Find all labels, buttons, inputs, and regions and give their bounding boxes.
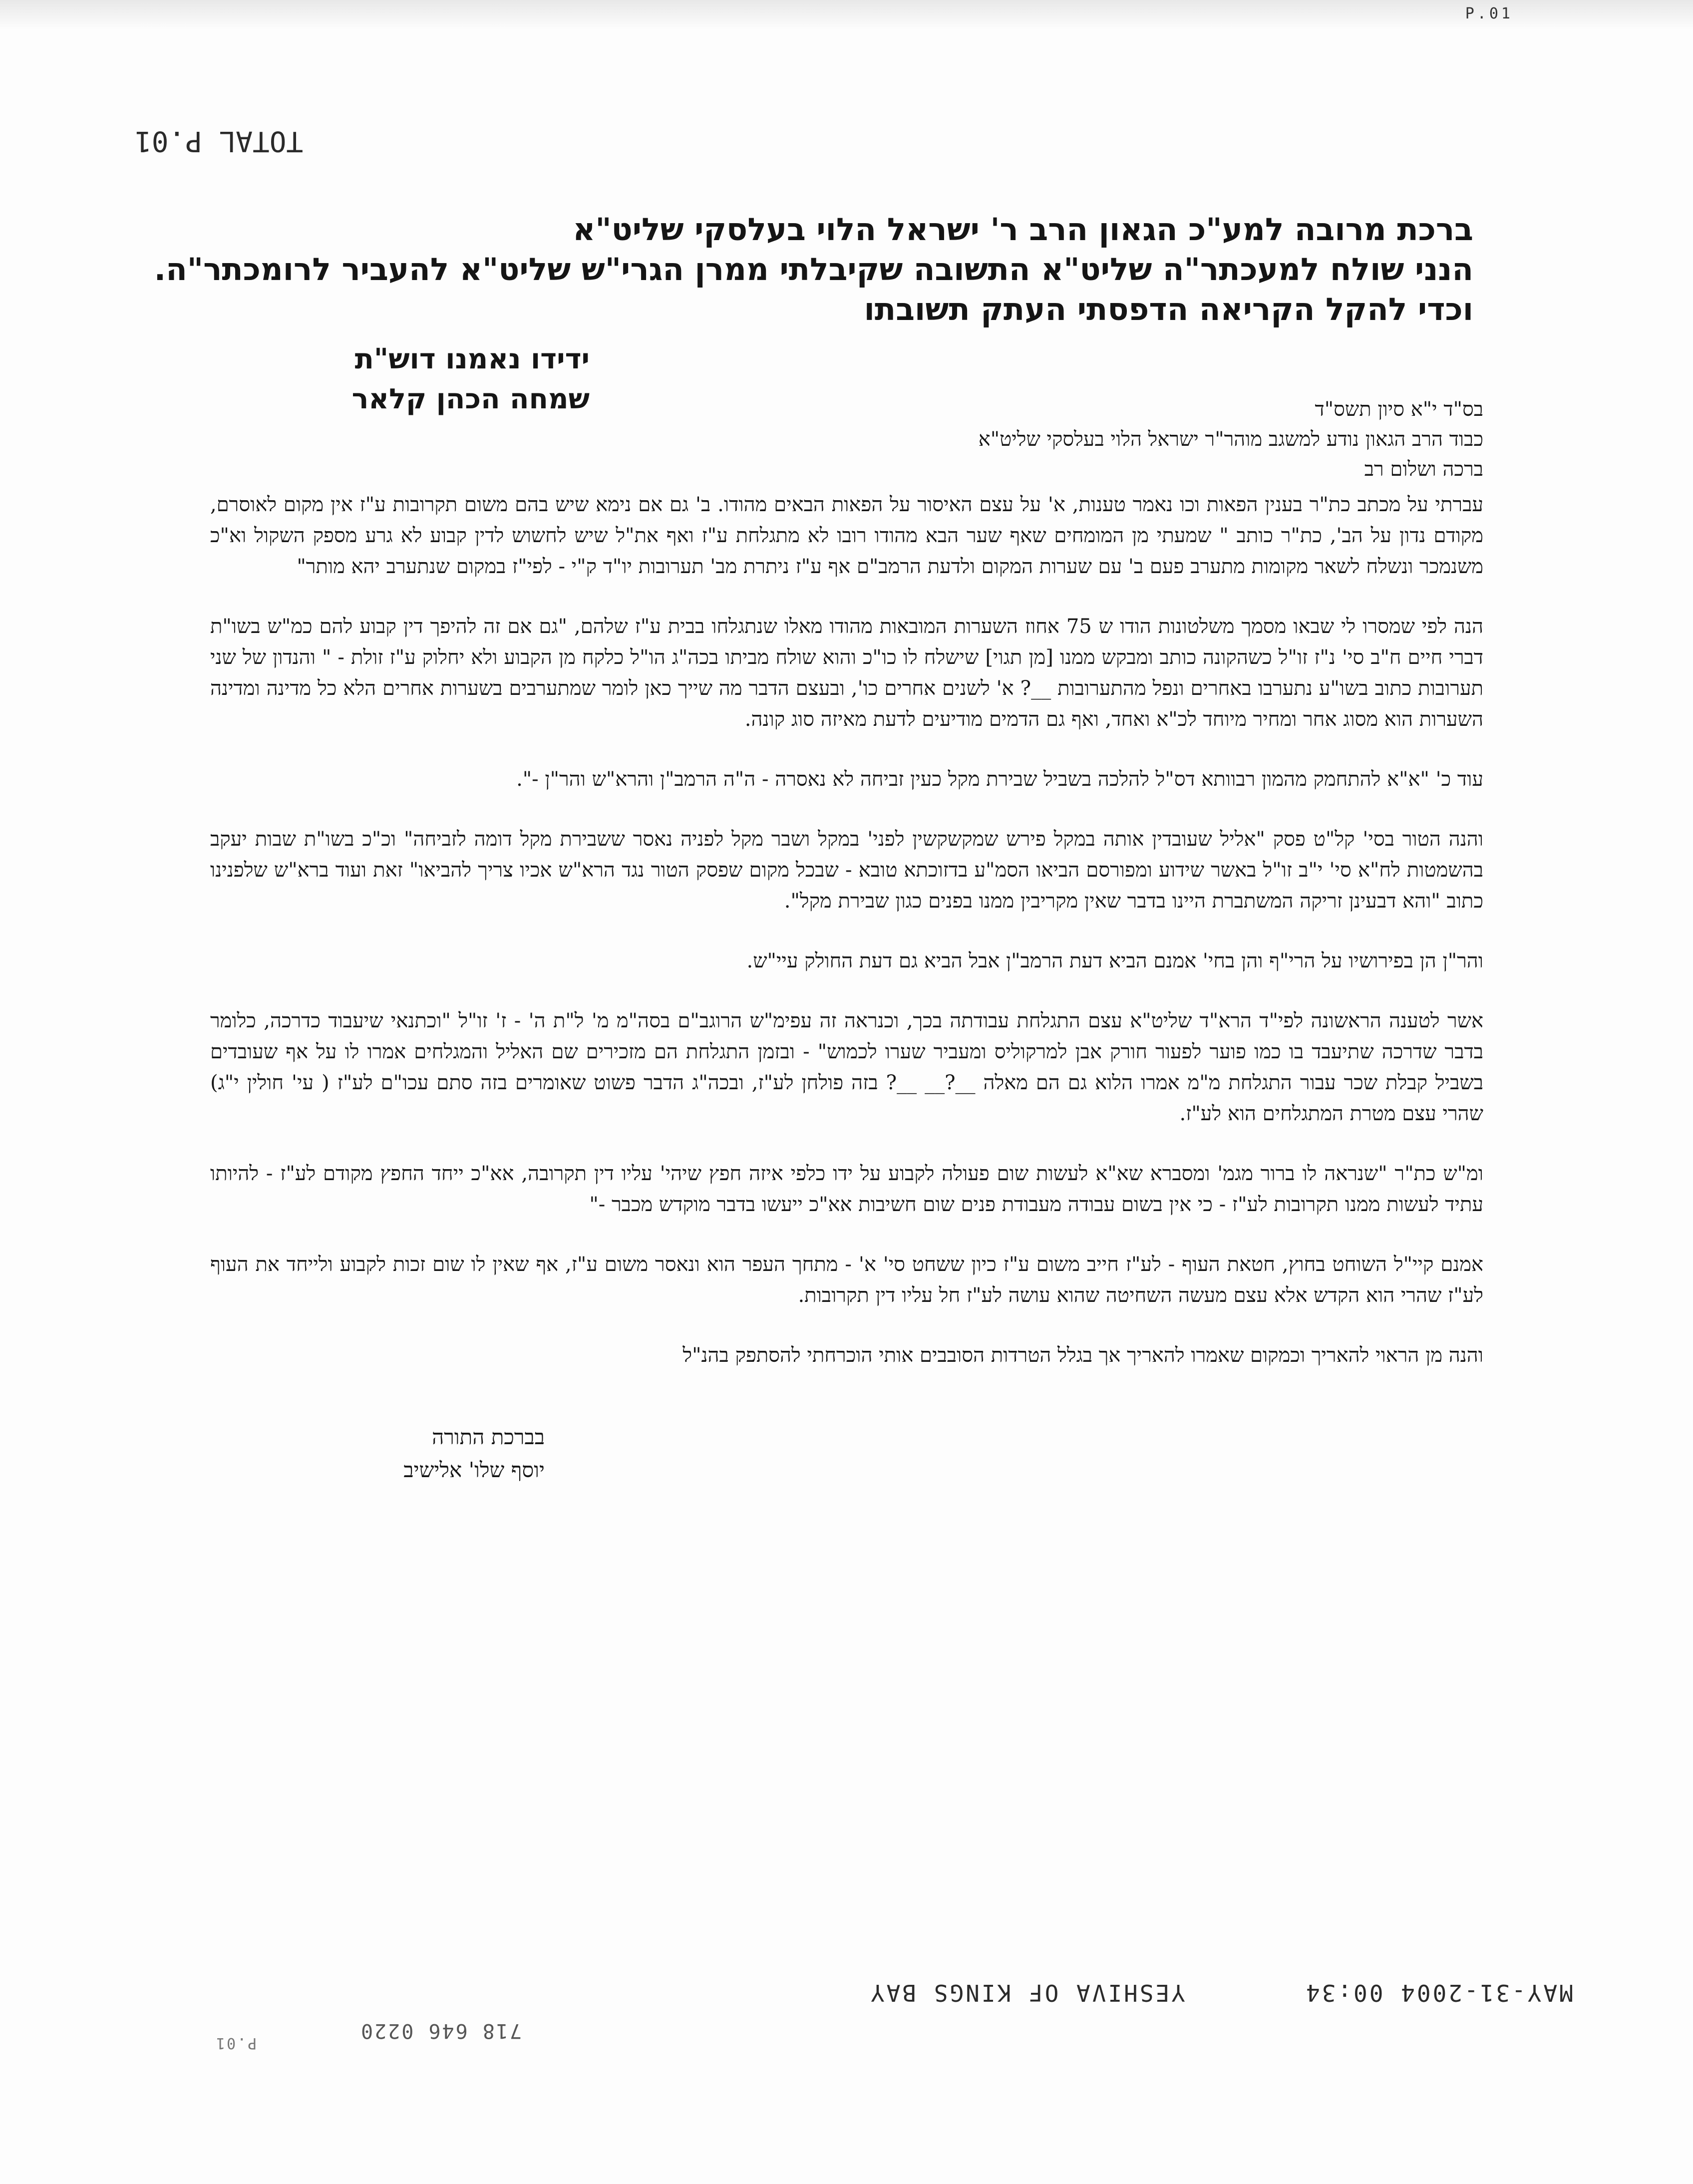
cover-note-line-3: וכדי להקל הקריאה הדפסתי העתק תשובתו	[864, 291, 1473, 327]
fax-footer-phone-flipped: 718 646 0220	[359, 2019, 522, 2042]
letter-paragraph-4: והנה הטור בסי' קל"ט פסק "אליל שעובדין אותה במקל פירש שמקשקשין לפני' במקל ושבר מקל לפניה נאסר ששבירת מקל דומה לזביחה" וכ"כ בשו"ת שבות יעקב בהשמטות לח"א סי' י"ב זו"ל באשר שידוע ומפורסם הביאו הסמ"ע בדזוכתא טובא - שבכל מקום שפסק הטור נגד הרא"ש אכיו צריך להביאו" זאת ועוד ברא"ש שלפנינו כתוב "והא דבעינן זריקה המשתברת היינו בדבר שאין מקריבין ממנו בפנים כגון שבירת מקל".	[210, 828, 1483, 913]
cover-note-signer-1: ידידו נאמנו דוש"ת	[354, 343, 590, 375]
fax-footer-org-flipped: YESHIVA OF KINGS BAY	[869, 1979, 1185, 2006]
cover-note-signer-2: שמחה הכהן קלאר	[351, 383, 590, 415]
responsum-letter	[210, 394, 1483, 1487]
cover-note-line-1: ברכת מרובה למע"כ הגאון הרב ר' ישראל הלוי בעלסקי שליט"א	[573, 211, 1473, 248]
letter-closing: בברכת התורה	[432, 1425, 545, 1449]
letter-paragraph-9: והנה מן הראוי להאריך וכמקום שאמרו להאריך אך בגלל הטרדות הסובבים אותי הוכרחתי להסתפק בהנ"ל	[682, 1344, 1483, 1367]
letter-paragraph-1: עברתי על מכתב כת"ר בענין הפאות וכו נאמר טענות, א' על עצם האיסור על הפאות הבאים מהודו. ב' גם אם נימא שיש בהם משום תקרובות ע"ז אין מקום לאוסרם, מקודם נדון על הב', כת"ר כותב " שמעתי מן המומחים שאף שער הבא מהודו רובו לא מתגלחת ע"ז ואף את"ל שיש לחשוש לדין קבוע לא גרע מספק השקול וא"כ משנמכר ונשלח לשאר מקומות מתערב פעם ב' עם שערות המקום ולדעת הרמב"ם אף ע"ז ניתרת מב' תערובות יו"ד ק"י - לפי"ז במקום שנתערב יהא מותר"	[210, 493, 1484, 578]
letter-signature: יוסף שלו' אלישיב	[403, 1458, 545, 1482]
letter-dateline: בס"ד י"א סיון תשס"ד	[1315, 398, 1483, 421]
letter-paragraph-5: והר"ן הן בפירושיו על הרי"ף והן בחי' אמנם הביא דעת הרמב"ן אבל הביא גם דעת החולק עיי"ש.	[746, 949, 1483, 972]
letter-signoff	[210, 1421, 545, 1487]
fax-total-pages-flipped: TOTAL P.01	[135, 125, 304, 157]
fax-top-strip	[0, 0, 1693, 30]
cover-note-line-2: הנני שולח למעכתר"ה שליט"א התשובה שקיבלתי ממרן הגרי"ש שליט"א להעביר לרומכתר"ה.	[154, 251, 1473, 288]
fax-footer-tiny-flipped: P.01	[215, 2034, 257, 2052]
fax-page-code: P.01	[1465, 5, 1513, 22]
letter-addressee: כבוד הרב הגאון נודע למשגב מוהר"ר ישראל הלוי בעלסקי שליט"א	[978, 428, 1483, 451]
letter-greeting: ברכה ושלום רב	[1364, 458, 1483, 481]
letter-paragraph-8: אמנם קיי"ל השוחט בחוץ, חטאת העוף - לע"ז חייב משום ע"ז כיון ששחט סי' א' - מתחך העפר הוא ונאסר משום ע"ז, אף שאין לו שום זכות לקבוע ולייחד את העוף לע"ז שהרי הוא הקדש אלא עצם מעשה השחיטה שהוא עושה לע"ז חל עליו דין תקרובות.	[210, 1253, 1483, 1307]
letter-paragraph-6: אשר לטענה הראשונה לפי"ד הרא"ד שליט"א עצם התגלחת עבודתה בכך, וכנראה זה עפימ"ש הרוגב"ם בסה"מ מ' ל"ת ה' - ז' זו"ל "וכתנאי שיעבוד כדרכה, כלומר בדבר שדרכה שתיעבד בו כמו פוער לפעור חורק אבן למרקוליס ומעביר שערו לכמוש" - ובזמן התגלחת הם מזכירים שם האליל והמגלחים אמרו לו על אף שעובדים בשביל קבלת שכר עבור התגלחת מ"מ אמרו הלוא גם הם מאלה __?__ __? בזה פולחן לע"ז, ובכה"ג הדבר פשוט שאומרים בזה סתם עכו"ם לע"ז ( עי' חולין י"ג) שהרי עצם מטרת המתגלחים הוא לע"ז.	[210, 1009, 1483, 1125]
fax-footer-date-flipped: MAY-31-2004 00:34	[1304, 1979, 1573, 2006]
letter-paragraph-2: הנה לפי שמסרו לי שבאו מסמך משלטונות הודו ש 75 אחוז השערות המובאות מהודו מאלו שנתגלחו בבית ע"ז שלהם, "גם אם זה להיפך דין קבוע להם כמ"ש בשו"ת דברי חיים ח"ב סי' נ"ז זו"ל כשהקונה כותב ומבקש ממנו [מן תגוי] שישלח לו כו"כ והוא שולח מביתו בכה"ג הו"ל כלקח מן הקבוע ולא יחלוק ע"ז זולת - " והנדון של שני תערובות כתוב בשו"ע נתערבו באחרים ונפל מהתערובות __? א' לשנים אחרים כו', ובעצם הדבר מה שייך כאן לומר שמתערבים בשערות אחרים הלא כל מדינה ומדינה השערות הוא מסוג אחר ומחיר מיוחד לכ"א ואחד, ואף גם הדמים מודיעים לדעת מאיזה סוג קונה.	[210, 615, 1484, 731]
letter-paragraph-7: ומ"ש כת"ר "שנראה לו ברור מגמ' ומסברא שא"א לעשות שום פעולה לקבוע על ידו כלפי איזה חפץ שיהי' עליו דין תקרובה, אא"כ ייחד החפץ מקודם לע"ז - להיותו עתיד לעשות ממנו תקרובות לע"ז - כי אין בשום עבודה מעבודת פנים שום חשיבות אא"כ ייעשו בדבר מוקדש מכבר -"	[210, 1162, 1483, 1216]
letter-paragraph-3: עוד כ' "א"א להתחמק מהמון רבוותא דס"ל להלכה בשביל שבירת מקל כעין זביחה לא נאסרה - ה"ה הרמב"ן והרא"ש והר"ן -".	[516, 768, 1483, 791]
cover-note	[154, 210, 1473, 329]
